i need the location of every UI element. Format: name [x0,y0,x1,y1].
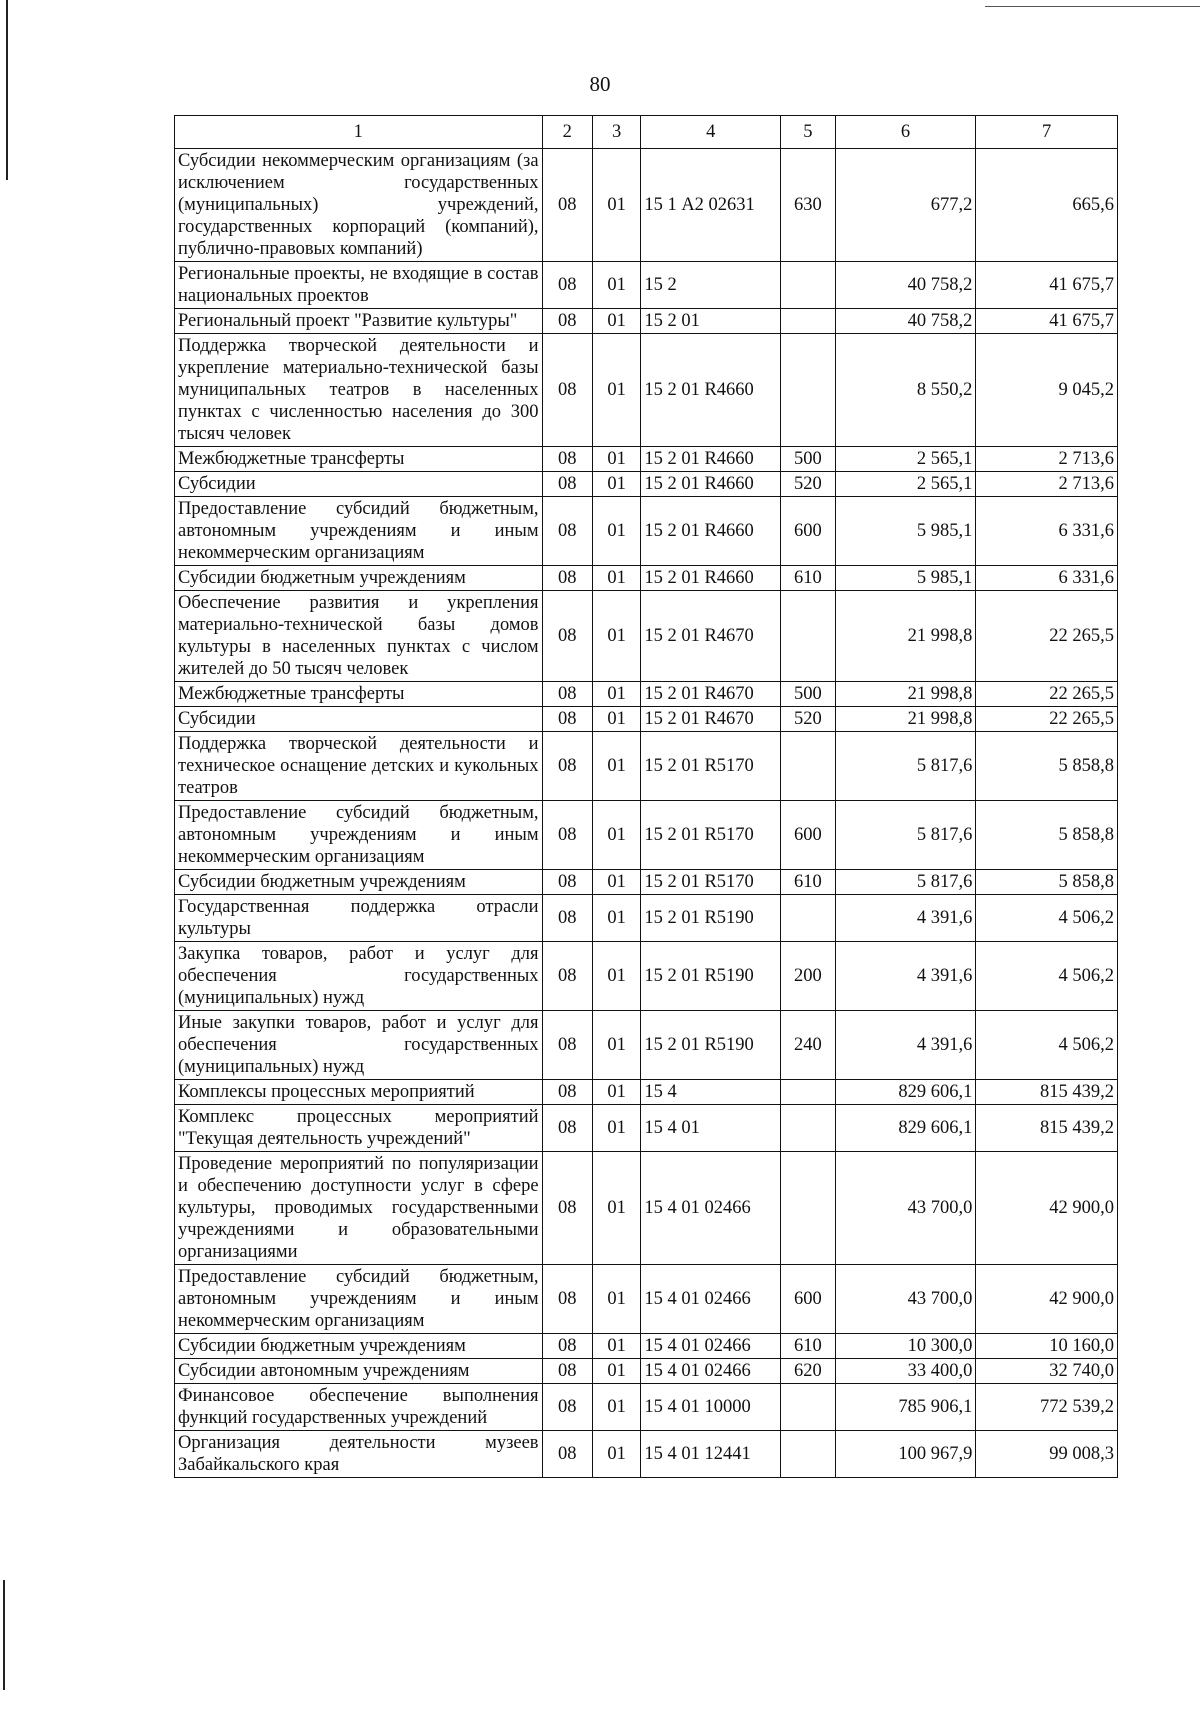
header-cell: 3 [592,116,640,149]
cell-c2: 08 [542,472,592,497]
row-label: Обеспечение развития и укрепления материально-технической базы домов культуры в населенных пунктах с числом жителей до 50 тысяч человек [175,591,543,682]
cell-c5 [781,1080,835,1105]
cell-c3: 01 [592,707,640,732]
cell-c2: 08 [542,149,592,262]
header-cell: 7 [976,116,1118,149]
cell-c7: 6 331,6 [976,497,1118,566]
table-row [175,447,1118,472]
row-label: Иные закупки товаров, работ и услуг для обеспечения государственных (муниципальных) нужд [175,1011,543,1080]
cell-c3: 01 [592,1105,640,1152]
cell-c3: 01 [592,1359,640,1384]
row-label: Межбюджетные трансферты [175,682,543,707]
cell-c2: 08 [542,1334,592,1359]
cell-c3: 01 [592,334,640,447]
cell-c2: 08 [542,262,592,309]
cell-c7: 4 506,2 [976,895,1118,942]
cell-c6: 4 391,6 [835,895,976,942]
row-label: Предоставление субсидий бюджетным, автономным учреждениям и иным некоммерческим организациям [175,801,543,870]
row-label: Финансовое обеспечение выполнения функций государственных учреждений [175,1384,543,1431]
cell-c3: 01 [592,472,640,497]
cell-c4: 15 4 01 [641,1105,781,1152]
row-label: Региональный проект "Развитие культуры" [175,309,543,334]
cell-c5: 520 [781,707,835,732]
cell-c4: 15 2 01 R5170 [641,732,781,801]
cell-c5: 200 [781,942,835,1011]
cell-c4: 15 2 01 R4670 [641,707,781,732]
row-label: Межбюджетные трансферты [175,447,543,472]
cell-c3: 01 [592,1431,640,1478]
cell-c2: 08 [542,1431,592,1478]
cell-c5: 610 [781,1334,835,1359]
row-label: Субсидии бюджетным учреждениям [175,1334,543,1359]
cell-c3: 01 [592,942,640,1011]
cell-c3: 01 [592,801,640,870]
cell-c5 [781,1105,835,1152]
cell-c3: 01 [592,566,640,591]
cell-c5 [781,309,835,334]
table-row [175,732,1118,801]
cell-c2: 08 [542,1384,592,1431]
cell-c6: 100 967,9 [835,1431,976,1478]
table-row [175,1105,1118,1152]
cell-c5 [781,1384,835,1431]
cell-c3: 01 [592,895,640,942]
cell-c5 [781,591,835,682]
table-row [175,1431,1118,1478]
header-row [175,116,1118,149]
table-row [175,895,1118,942]
cell-c5: 240 [781,1011,835,1080]
cell-c6: 785 906,1 [835,1384,976,1431]
cell-c6: 677,2 [835,149,976,262]
header-cell: 2 [542,116,592,149]
cell-c3: 01 [592,1080,640,1105]
header-cell: 4 [641,116,781,149]
cell-c7: 5 858,8 [976,732,1118,801]
cell-c4: 15 4 01 02466 [641,1334,781,1359]
cell-c7: 22 265,5 [976,682,1118,707]
scan-edge-line [3,1580,5,1690]
cell-c5: 600 [781,1265,835,1334]
cell-c4: 15 2 01 R5170 [641,801,781,870]
cell-c3: 01 [592,1011,640,1080]
cell-c4: 15 4 01 02466 [641,1265,781,1334]
cell-c3: 01 [592,1152,640,1265]
cell-c6: 2 565,1 [835,447,976,472]
cell-c3: 01 [592,497,640,566]
cell-c6: 21 998,8 [835,591,976,682]
header-cell: 6 [835,116,976,149]
cell-c2: 08 [542,801,592,870]
table-row [175,1265,1118,1334]
row-label: Субсидии [175,472,543,497]
cell-c6: 829 606,1 [835,1080,976,1105]
cell-c7: 42 900,0 [976,1265,1118,1334]
cell-c4: 15 2 01 R5190 [641,1011,781,1080]
table-row [175,707,1118,732]
cell-c6: 2 565,1 [835,472,976,497]
budget-table [174,115,1118,1478]
row-label: Поддержка творческой деятельности и укрепление материально-технической базы муниципальных театров в населенных пунктах с численностью населения до 300 тысяч человек [175,334,543,447]
cell-c7: 5 858,8 [976,870,1118,895]
cell-c3: 01 [592,1334,640,1359]
cell-c7: 6 331,6 [976,566,1118,591]
table-row [175,942,1118,1011]
cell-c7: 815 439,2 [976,1105,1118,1152]
cell-c4: 15 2 01 R4660 [641,447,781,472]
cell-c5: 520 [781,472,835,497]
cell-c2: 08 [542,1265,592,1334]
row-label: Государственная поддержка отрасли культуры [175,895,543,942]
cell-c6: 8 550,2 [835,334,976,447]
cell-c6: 5 817,6 [835,870,976,895]
cell-c7: 665,6 [976,149,1118,262]
table-row [175,309,1118,334]
cell-c6: 43 700,0 [835,1152,976,1265]
cell-c2: 08 [542,447,592,472]
cell-c6: 10 300,0 [835,1334,976,1359]
cell-c2: 08 [542,682,592,707]
cell-c7: 42 900,0 [976,1152,1118,1265]
cell-c6: 33 400,0 [835,1359,976,1384]
cell-c7: 41 675,7 [976,309,1118,334]
cell-c5: 610 [781,566,835,591]
cell-c5: 620 [781,1359,835,1384]
table-row [175,1334,1118,1359]
row-label: Организация деятельности музеев Забайкальского края [175,1431,543,1478]
cell-c3: 01 [592,682,640,707]
row-label: Субсидии автономным учреждениям [175,1359,543,1384]
page-number: 80 [589,72,611,96]
cell-c3: 01 [592,591,640,682]
cell-c6: 5 985,1 [835,566,976,591]
cell-c6: 43 700,0 [835,1265,976,1334]
cell-c6: 5 817,6 [835,732,976,801]
cell-c5: 600 [781,801,835,870]
cell-c3: 01 [592,870,640,895]
cell-c2: 08 [542,732,592,801]
table-row [175,472,1118,497]
cell-c4: 15 2 01 R4660 [641,334,781,447]
cell-c2: 08 [542,707,592,732]
cell-c5: 600 [781,497,835,566]
cell-c7: 5 858,8 [976,801,1118,870]
cell-c2: 08 [542,1359,592,1384]
cell-c4: 15 4 [641,1080,781,1105]
cell-c4: 15 4 01 10000 [641,1384,781,1431]
header-cell: 1 [175,116,543,149]
cell-c5 [781,1431,835,1478]
cell-c7: 99 008,3 [976,1431,1118,1478]
table-row [175,1080,1118,1105]
cell-c4: 15 4 01 02466 [641,1359,781,1384]
cell-c6: 40 758,2 [835,309,976,334]
row-label: Субсидии бюджетным учреждениям [175,870,543,895]
table-row [175,1011,1118,1080]
cell-c2: 08 [542,1011,592,1080]
cell-c2: 08 [542,870,592,895]
cell-c6: 21 998,8 [835,682,976,707]
cell-c5 [781,262,835,309]
cell-c7: 4 506,2 [976,1011,1118,1080]
cell-c6: 21 998,8 [835,707,976,732]
cell-c4: 15 2 01 R4660 [641,566,781,591]
cell-c7: 2 713,6 [976,472,1118,497]
cell-c6: 829 606,1 [835,1105,976,1152]
cell-c7: 41 675,7 [976,262,1118,309]
cell-c5 [781,732,835,801]
cell-c4: 15 2 01 R4660 [641,497,781,566]
cell-c5 [781,895,835,942]
cell-c4: 15 4 01 12441 [641,1431,781,1478]
cell-c5: 500 [781,682,835,707]
cell-c2: 08 [542,334,592,447]
cell-c2: 08 [542,591,592,682]
cell-c2: 08 [542,497,592,566]
table-row [175,149,1118,262]
row-label: Комплексы процессных мероприятий [175,1080,543,1105]
cell-c5: 610 [781,870,835,895]
cell-c6: 4 391,6 [835,942,976,1011]
cell-c2: 08 [542,1152,592,1265]
cell-c3: 01 [592,149,640,262]
table-row [175,262,1118,309]
cell-c7: 10 160,0 [976,1334,1118,1359]
cell-c3: 01 [592,1265,640,1334]
cell-c7: 9 045,2 [976,334,1118,447]
cell-c6: 40 758,2 [835,262,976,309]
cell-c4: 15 2 01 R5190 [641,895,781,942]
cell-c4: 15 2 01 R4670 [641,682,781,707]
cell-c4: 15 2 [641,262,781,309]
cell-c7: 32 740,0 [976,1359,1118,1384]
cell-c5: 500 [781,447,835,472]
cell-c6: 5 985,1 [835,497,976,566]
row-label: Субсидии [175,707,543,732]
table-row [175,591,1118,682]
cell-c5 [781,1152,835,1265]
row-label: Субсидии бюджетным учреждениям [175,566,543,591]
cell-c7: 22 265,5 [976,591,1118,682]
cell-c7: 22 265,5 [976,707,1118,732]
cell-c4: 15 1 А2 02631 [641,149,781,262]
header-cell: 5 [781,116,835,149]
row-label: Субсидии некоммерческим организациям (за исключением государственных (муниципальных) учреждений, государственных корпораций (компаний), публично-правовых компаний) [175,149,543,262]
cell-c7: 2 713,6 [976,447,1118,472]
cell-c3: 01 [592,262,640,309]
cell-c2: 08 [542,566,592,591]
cell-c5: 630 [781,149,835,262]
table-row [175,566,1118,591]
cell-c4: 15 2 01 R4670 [641,591,781,682]
table-row [175,1152,1118,1265]
row-label: Поддержка творческой деятельности и техническое оснащение детских и кукольных театров [175,732,543,801]
cell-c2: 08 [542,942,592,1011]
row-label: Комплекс процессных мероприятий "Текущая деятельность учреждений" [175,1105,543,1152]
cell-c4: 15 2 01 R5190 [641,942,781,1011]
table-row [175,682,1118,707]
cell-c3: 01 [592,732,640,801]
table-row [175,334,1118,447]
cell-c6: 4 391,6 [835,1011,976,1080]
cell-c6: 5 817,6 [835,801,976,870]
cell-c7: 772 539,2 [976,1384,1118,1431]
row-label: Региональные проекты, не входящие в состав национальных проектов [175,262,543,309]
cell-c4: 15 2 01 [641,309,781,334]
cell-c3: 01 [592,309,640,334]
cell-c4: 15 2 01 R5170 [641,870,781,895]
cell-c3: 01 [592,447,640,472]
row-label: Предоставление субсидий бюджетным, автономным учреждениям и иным некоммерческим организациям [175,1265,543,1334]
table-row [175,801,1118,870]
cell-c3: 01 [592,1384,640,1431]
row-label: Предоставление субсидий бюджетным, автономным учреждениям и иным некоммерческим организациям [175,497,543,566]
table-row [175,870,1118,895]
cell-c2: 08 [542,309,592,334]
cell-c2: 08 [542,1105,592,1152]
cell-c7: 4 506,2 [976,942,1118,1011]
cell-c5 [781,334,835,447]
cell-c7: 815 439,2 [976,1080,1118,1105]
scan-edge-line [985,6,1200,7]
table-row [175,497,1118,566]
cell-c4: 15 2 01 R4660 [641,472,781,497]
table-row [175,1359,1118,1384]
cell-c2: 08 [542,1080,592,1105]
table-row [175,1384,1118,1431]
row-label: Проведение мероприятий по популяризации и обеспечению доступности услуг в сфере культуры, проводимых государственными учреждениями и образовательными организациями [175,1152,543,1265]
cell-c4: 15 4 01 02466 [641,1152,781,1265]
cell-c2: 08 [542,895,592,942]
row-label: Закупка товаров, работ и услуг для обеспечения государственных (муниципальных) нужд [175,942,543,1011]
